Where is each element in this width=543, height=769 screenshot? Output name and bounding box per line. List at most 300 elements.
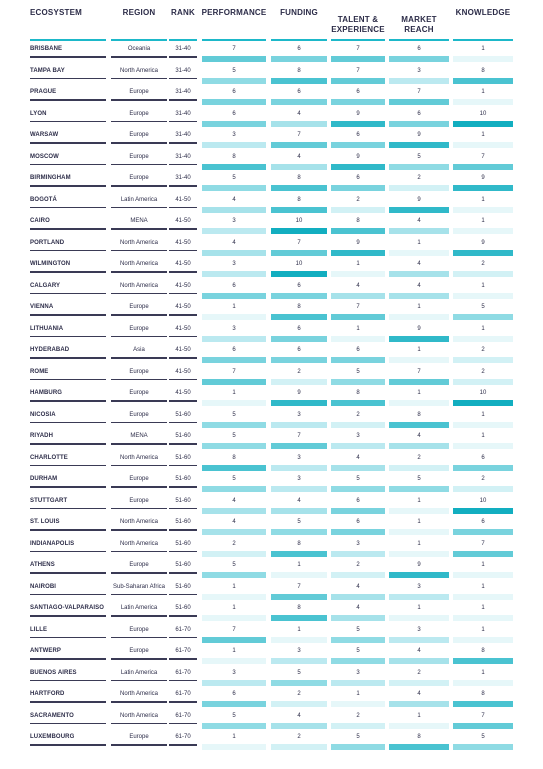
region-cell: North America bbox=[119, 67, 158, 74]
ecosystem-name: LILLE bbox=[30, 626, 48, 633]
table-row bbox=[30, 63, 518, 85]
cell-underline bbox=[169, 314, 197, 316]
performance-score: 1 bbox=[232, 390, 236, 396]
funding-score-bar bbox=[271, 293, 327, 299]
performance-score-bar bbox=[202, 207, 266, 213]
cell-underline bbox=[169, 207, 197, 209]
market-score-bar bbox=[389, 99, 449, 105]
talent-score-bar bbox=[331, 357, 385, 363]
cell-underline bbox=[30, 465, 106, 467]
cell-underline bbox=[111, 701, 167, 703]
funding-score: 1 bbox=[297, 626, 301, 633]
talent-score-bar bbox=[331, 465, 385, 471]
cell-underline bbox=[30, 637, 106, 639]
talent-score: 6 bbox=[356, 89, 360, 95]
market-score-bar bbox=[389, 723, 449, 729]
cell-underline bbox=[30, 99, 106, 101]
talent-score-bar bbox=[331, 680, 385, 686]
cell-underline bbox=[30, 185, 106, 187]
cell-underline bbox=[169, 164, 197, 166]
cell-underline bbox=[169, 680, 197, 682]
knowledge-score-bar bbox=[453, 615, 513, 621]
talent-score: 6 bbox=[356, 132, 360, 138]
cell-underline bbox=[169, 185, 197, 187]
ecosystem-name: HARTFORD bbox=[30, 691, 65, 697]
performance-score-bar bbox=[202, 271, 266, 277]
market-score: 9 bbox=[417, 562, 421, 568]
knowledge-score-bar bbox=[453, 486, 513, 492]
ecosystem-name: HYDERABAD bbox=[30, 347, 70, 353]
region-cell: Europe bbox=[129, 325, 149, 332]
market-score-bar bbox=[389, 228, 449, 234]
table-row bbox=[30, 514, 518, 536]
rank-cell: 51-60 bbox=[175, 476, 191, 482]
market-score-bar bbox=[389, 422, 449, 428]
ecosystem-name: VIENNA bbox=[30, 304, 54, 310]
performance-score-bar bbox=[202, 357, 266, 363]
market-score-bar bbox=[389, 529, 449, 535]
knowledge-score-bar bbox=[453, 551, 513, 557]
market-score-bar bbox=[389, 465, 449, 471]
table-row bbox=[30, 127, 518, 149]
market-score-bar bbox=[389, 142, 449, 148]
ecosystem-name: ANTWERP bbox=[30, 648, 62, 654]
funding-score: 3 bbox=[297, 411, 301, 418]
rank-cell: 31-40 bbox=[175, 67, 191, 74]
funding-score: 10 bbox=[295, 218, 303, 224]
talent-score: 7 bbox=[356, 304, 360, 310]
market-score-bar bbox=[389, 207, 449, 213]
rank-cell: 31-40 bbox=[175, 89, 191, 95]
market-score-bar bbox=[389, 615, 449, 621]
table-row bbox=[30, 256, 518, 278]
performance-score-bar bbox=[202, 121, 266, 127]
market-score: 1 bbox=[417, 519, 421, 525]
rank-cell: 61-70 bbox=[175, 734, 191, 740]
performance-score-bar bbox=[202, 615, 266, 621]
market-score-bar bbox=[389, 78, 449, 84]
talent-score-bar bbox=[331, 658, 385, 664]
knowledge-score: 1 bbox=[481, 669, 485, 676]
region-cell: Europe bbox=[129, 476, 149, 482]
talent-score-bar bbox=[331, 400, 385, 406]
header-performance: PERFORMANCE bbox=[201, 8, 267, 17]
performance-score-bar bbox=[202, 572, 266, 578]
cell-underline bbox=[111, 185, 167, 187]
cell-underline bbox=[111, 658, 167, 660]
cell-underline bbox=[111, 508, 167, 510]
performance-score-bar bbox=[202, 422, 266, 428]
ecosystem-name: CAIRO bbox=[30, 218, 50, 224]
rank-cell: 61-70 bbox=[175, 712, 191, 719]
performance-score: 7 bbox=[232, 46, 236, 52]
funding-score-bar bbox=[271, 680, 327, 686]
funding-score-bar bbox=[271, 529, 327, 535]
knowledge-score: 1 bbox=[481, 411, 485, 418]
knowledge-score-bar bbox=[453, 443, 513, 449]
region-cell: Europe bbox=[129, 89, 149, 95]
funding-score-bar bbox=[271, 78, 327, 84]
performance-score: 1 bbox=[232, 648, 236, 654]
market-score: 1 bbox=[417, 304, 421, 310]
table-row bbox=[30, 471, 518, 493]
knowledge-score: 1 bbox=[481, 46, 485, 52]
performance-score-bar bbox=[202, 637, 266, 643]
talent-score: 3 bbox=[356, 669, 360, 676]
talent-score-bar bbox=[331, 594, 385, 600]
performance-score: 5 bbox=[232, 411, 236, 418]
cell-underline bbox=[30, 379, 106, 381]
funding-score-bar bbox=[271, 121, 327, 127]
funding-score-bar bbox=[271, 207, 327, 213]
rank-cell: 51-60 bbox=[175, 433, 191, 439]
cell-underline bbox=[111, 594, 167, 596]
table-row bbox=[30, 600, 518, 622]
cell-underline bbox=[30, 615, 106, 617]
rank-cell: 61-70 bbox=[175, 669, 191, 676]
cell-underline bbox=[169, 615, 197, 617]
market-score: 1 bbox=[417, 497, 421, 504]
region-cell: MENA bbox=[130, 218, 148, 224]
rank-cell: 31-40 bbox=[175, 132, 191, 138]
region-cell: Europe bbox=[129, 368, 149, 375]
market-score-bar bbox=[389, 336, 449, 342]
ecosystem-name: WARSAW bbox=[30, 132, 59, 138]
cell-underline bbox=[169, 56, 197, 58]
knowledge-score: 2 bbox=[481, 368, 485, 375]
ecosystem-name: LUXEMBOURG bbox=[30, 734, 75, 740]
talent-score: 6 bbox=[356, 175, 360, 181]
performance-score-bar bbox=[202, 185, 266, 191]
knowledge-score: 9 bbox=[481, 239, 485, 246]
region-cell: Europe bbox=[129, 562, 149, 568]
cell-underline bbox=[111, 121, 167, 123]
cell-underline bbox=[169, 400, 197, 402]
market-score: 8 bbox=[417, 411, 421, 418]
market-score: 3 bbox=[417, 626, 421, 633]
header-talent-experience: TALENT & EXPERIENCE bbox=[331, 14, 385, 34]
talent-score: 4 bbox=[356, 583, 360, 590]
funding-score-bar bbox=[271, 723, 327, 729]
performance-score: 4 bbox=[232, 239, 236, 246]
market-score-bar bbox=[389, 701, 449, 707]
knowledge-score: 7 bbox=[481, 540, 485, 547]
performance-score: 1 bbox=[232, 605, 236, 611]
knowledge-score-bar bbox=[453, 164, 513, 170]
cell-underline bbox=[111, 142, 167, 144]
performance-score-bar bbox=[202, 400, 266, 406]
market-score-bar bbox=[389, 680, 449, 686]
performance-score: 5 bbox=[232, 476, 236, 482]
knowledge-score: 10 bbox=[479, 110, 487, 117]
table-row bbox=[30, 170, 518, 192]
rank-cell: 61-70 bbox=[175, 626, 191, 633]
ecosystem-name: PRAGUE bbox=[30, 89, 57, 95]
funding-score: 6 bbox=[297, 347, 301, 353]
knowledge-score-bar bbox=[453, 228, 513, 234]
cell-underline bbox=[169, 336, 197, 338]
cell-underline bbox=[30, 422, 106, 424]
cell-underline bbox=[30, 723, 106, 725]
knowledge-score: 1 bbox=[481, 583, 485, 590]
table-body bbox=[30, 41, 518, 751]
talent-score-bar bbox=[331, 56, 385, 62]
rank-cell: 31-40 bbox=[175, 46, 191, 52]
talent-score-bar bbox=[331, 615, 385, 621]
ecosystem-name: DURHAM bbox=[30, 476, 58, 482]
table-row bbox=[30, 278, 518, 300]
cell-underline bbox=[30, 207, 106, 209]
cell-underline bbox=[111, 486, 167, 488]
rank-cell: 41-50 bbox=[175, 218, 191, 224]
market-score-bar bbox=[389, 357, 449, 363]
market-score: 7 bbox=[417, 368, 421, 375]
knowledge-score: 8 bbox=[481, 67, 485, 74]
cell-underline bbox=[111, 680, 167, 682]
cell-underline bbox=[169, 529, 197, 531]
cell-underline bbox=[30, 744, 106, 746]
funding-score-bar bbox=[271, 142, 327, 148]
performance-score-bar bbox=[202, 465, 266, 471]
market-score-bar bbox=[389, 250, 449, 256]
talent-score: 9 bbox=[356, 110, 360, 117]
knowledge-score-bar bbox=[453, 142, 513, 148]
talent-score: 3 bbox=[356, 540, 360, 547]
header-knowledge: KNOWLEDGE bbox=[455, 8, 511, 17]
performance-score: 5 bbox=[232, 67, 236, 74]
table-row bbox=[30, 729, 518, 751]
region-cell: Sub-Saharan Africa bbox=[112, 583, 166, 590]
market-score: 5 bbox=[417, 476, 421, 482]
market-score-bar bbox=[389, 508, 449, 514]
region-cell: North America bbox=[119, 261, 158, 267]
rank-cell: 31-40 bbox=[175, 153, 191, 160]
cell-underline bbox=[111, 164, 167, 166]
market-score-bar bbox=[389, 271, 449, 277]
talent-score: 9 bbox=[356, 239, 360, 246]
market-score-bar bbox=[389, 486, 449, 492]
talent-score-bar bbox=[331, 336, 385, 342]
funding-score: 5 bbox=[297, 669, 301, 676]
region-cell: Europe bbox=[129, 175, 149, 181]
performance-score: 3 bbox=[232, 261, 236, 267]
ecosystem-ranking-table bbox=[30, 8, 518, 751]
region-cell: Asia bbox=[133, 347, 145, 353]
cell-underline bbox=[111, 250, 167, 252]
funding-score-bar bbox=[271, 250, 327, 256]
cell-underline bbox=[111, 551, 167, 553]
ecosystem-name: CALGARY bbox=[30, 282, 61, 289]
rank-cell: 51-60 bbox=[175, 583, 191, 590]
rank-cell: 51-60 bbox=[175, 540, 191, 547]
talent-score: 2 bbox=[356, 196, 360, 203]
performance-score: 6 bbox=[232, 691, 236, 697]
performance-score: 1 bbox=[232, 304, 236, 310]
cell-underline bbox=[111, 56, 167, 58]
knowledge-score: 5 bbox=[481, 304, 485, 310]
market-score: 1 bbox=[417, 540, 421, 547]
ecosystem-name: INDIANAPOLIS bbox=[30, 540, 75, 547]
cell-underline bbox=[30, 228, 106, 230]
talent-score: 5 bbox=[356, 626, 360, 633]
table-row bbox=[30, 364, 518, 386]
cell-underline bbox=[169, 701, 197, 703]
knowledge-score-bar bbox=[453, 314, 513, 320]
funding-score-bar bbox=[271, 379, 327, 385]
cell-underline bbox=[111, 336, 167, 338]
cell-underline bbox=[30, 572, 106, 574]
cell-underline bbox=[169, 551, 197, 553]
talent-score: 6 bbox=[356, 497, 360, 504]
performance-score-bar bbox=[202, 658, 266, 664]
cell-underline bbox=[169, 250, 197, 252]
cell-underline bbox=[169, 658, 197, 660]
performance-score: 5 bbox=[232, 712, 236, 719]
performance-score-bar bbox=[202, 56, 266, 62]
header-region: REGION bbox=[122, 8, 156, 17]
header-funding: FUNDING bbox=[280, 8, 318, 17]
rank-cell: 41-50 bbox=[175, 325, 191, 332]
funding-score-bar bbox=[271, 314, 327, 320]
rank-cell: 51-60 bbox=[175, 454, 191, 461]
ecosystem-name: NICOSIA bbox=[30, 411, 56, 418]
funding-score-bar bbox=[271, 658, 327, 664]
funding-score: 1 bbox=[297, 562, 301, 568]
funding-score-bar bbox=[271, 357, 327, 363]
funding-score: 4 bbox=[297, 110, 301, 117]
ecosystem-name: LYON bbox=[30, 110, 47, 117]
cell-underline bbox=[111, 293, 167, 295]
table-row bbox=[30, 643, 518, 665]
funding-score: 7 bbox=[297, 132, 301, 138]
region-cell: MENA bbox=[130, 433, 148, 439]
cell-underline bbox=[30, 551, 106, 553]
funding-score: 2 bbox=[297, 734, 301, 740]
talent-score: 7 bbox=[356, 67, 360, 74]
table-row bbox=[30, 342, 518, 364]
performance-score-bar bbox=[202, 314, 266, 320]
talent-score: 8 bbox=[356, 218, 360, 224]
market-score-bar bbox=[389, 637, 449, 643]
talent-score: 6 bbox=[356, 519, 360, 525]
table-row bbox=[30, 686, 518, 708]
funding-score: 8 bbox=[297, 196, 301, 203]
cell-underline bbox=[111, 443, 167, 445]
region-cell: Europe bbox=[129, 626, 149, 633]
performance-score-bar bbox=[202, 594, 266, 600]
cell-underline bbox=[30, 250, 106, 252]
region-cell: North America bbox=[119, 540, 158, 547]
cell-underline bbox=[30, 56, 106, 58]
talent-score-bar bbox=[331, 529, 385, 535]
talent-score: 5 bbox=[356, 734, 360, 740]
ecosystem-name: BRISBANE bbox=[30, 46, 63, 52]
cell-underline bbox=[30, 293, 106, 295]
knowledge-score: 1 bbox=[481, 218, 485, 224]
cell-underline bbox=[30, 121, 106, 123]
header-ecosystem: ECOSYSTEM bbox=[30, 8, 83, 17]
cell-underline bbox=[30, 658, 106, 660]
knowledge-score-bar bbox=[453, 680, 513, 686]
performance-score-bar bbox=[202, 486, 266, 492]
funding-score: 7 bbox=[297, 433, 301, 439]
cell-underline bbox=[30, 508, 106, 510]
knowledge-score-bar bbox=[453, 185, 513, 191]
funding-score: 3 bbox=[297, 476, 301, 482]
funding-score: 8 bbox=[297, 175, 301, 181]
rank-cell: 41-50 bbox=[175, 282, 191, 289]
funding-score: 4 bbox=[297, 712, 301, 719]
cell-underline bbox=[111, 572, 167, 574]
market-score: 1 bbox=[417, 712, 421, 719]
cell-underline bbox=[30, 78, 106, 80]
talent-score: 4 bbox=[356, 282, 360, 289]
market-score: 7 bbox=[417, 89, 421, 95]
talent-score: 3 bbox=[356, 433, 360, 439]
cell-underline bbox=[30, 142, 106, 144]
funding-score-bar bbox=[271, 185, 327, 191]
rank-cell: 51-60 bbox=[175, 562, 191, 568]
talent-score: 4 bbox=[356, 454, 360, 461]
talent-score-bar bbox=[331, 164, 385, 170]
funding-score-bar bbox=[271, 336, 327, 342]
cell-underline bbox=[169, 723, 197, 725]
rank-cell: 41-50 bbox=[175, 390, 191, 396]
rank-cell: 41-50 bbox=[175, 368, 191, 375]
funding-score: 6 bbox=[297, 89, 301, 95]
table-row bbox=[30, 149, 518, 171]
market-score: 4 bbox=[417, 261, 421, 267]
market-score: 9 bbox=[417, 325, 421, 332]
market-score-bar bbox=[389, 56, 449, 62]
rank-cell: 51-60 bbox=[175, 411, 191, 418]
knowledge-score: 1 bbox=[481, 282, 485, 289]
knowledge-score-bar bbox=[453, 572, 513, 578]
cell-underline bbox=[169, 142, 197, 144]
funding-score-bar bbox=[271, 551, 327, 557]
talent-score-bar bbox=[331, 572, 385, 578]
region-cell: Europe bbox=[129, 132, 149, 138]
ecosystem-name: WILMINGTON bbox=[30, 261, 71, 267]
market-score-bar bbox=[389, 379, 449, 385]
market-score: 1 bbox=[417, 605, 421, 611]
talent-score: 8 bbox=[356, 390, 360, 396]
rank-cell: 31-40 bbox=[175, 175, 191, 181]
ecosystem-name: PORTLAND bbox=[30, 239, 65, 246]
cell-underline bbox=[111, 637, 167, 639]
region-cell: Latin America bbox=[120, 196, 158, 203]
cell-underline bbox=[169, 228, 197, 230]
knowledge-score: 2 bbox=[481, 476, 485, 482]
knowledge-score-bar bbox=[453, 637, 513, 643]
market-score: 6 bbox=[417, 110, 421, 117]
knowledge-score-bar bbox=[453, 379, 513, 385]
knowledge-score: 9 bbox=[481, 175, 485, 181]
cell-underline bbox=[30, 594, 106, 596]
cell-underline bbox=[169, 379, 197, 381]
talent-score: 2 bbox=[356, 712, 360, 719]
market-score-bar bbox=[389, 658, 449, 664]
funding-score: 5 bbox=[297, 519, 301, 525]
market-score-bar bbox=[389, 443, 449, 449]
cell-underline bbox=[30, 400, 106, 402]
market-score: 5 bbox=[417, 153, 421, 160]
region-cell: Europe bbox=[129, 304, 149, 310]
performance-score-bar bbox=[202, 293, 266, 299]
region-cell: North America bbox=[119, 691, 158, 697]
cell-underline bbox=[111, 422, 167, 424]
ecosystem-name: BOGOTÁ bbox=[30, 196, 57, 203]
